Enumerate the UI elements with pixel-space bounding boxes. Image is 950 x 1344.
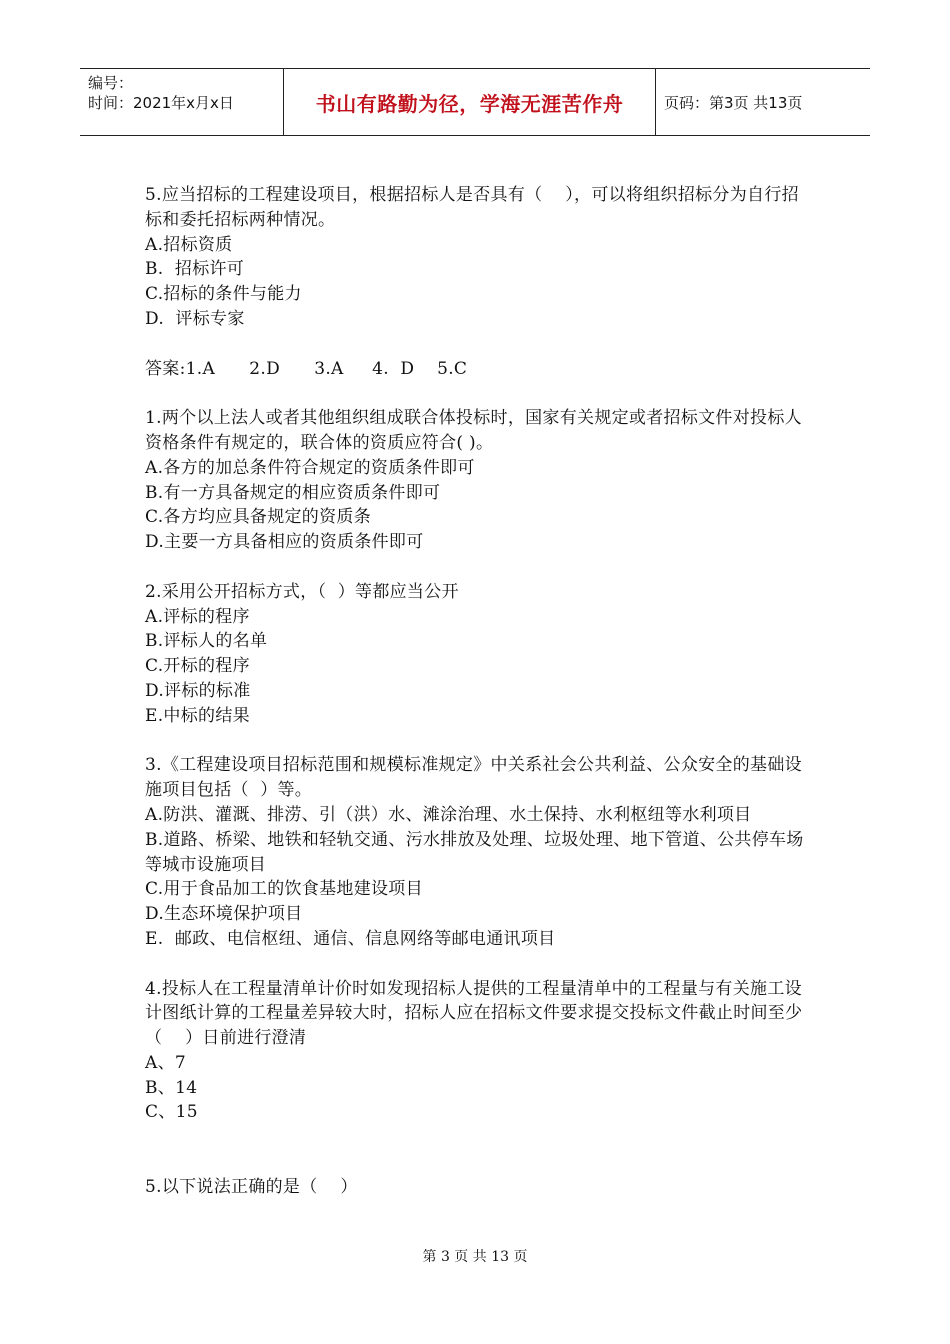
- page-number-label: 页码：第3页 共13页: [664, 93, 803, 112]
- text-line: A.招标资质: [145, 234, 233, 255]
- header-motto-cell: [284, 69, 656, 135]
- paragraph-spacer: [145, 555, 810, 580]
- text-line: 答案:1.A 2.D 3.A 4. D 5.C: [145, 358, 468, 379]
- text-line: 3.《工程建设项目招标范围和规模标准规定》中关系社会公共利益、公众安全的基础设施项目包括（ ）等。: [145, 755, 802, 801]
- text-line: D.评标的标准: [145, 680, 251, 701]
- text-line: A.防洪、灌溉、排涝、引（洪）水、滩涂治理、水土保持、水利枢纽等水利项目: [145, 804, 752, 825]
- paragraph-spacer: [145, 952, 810, 977]
- footer-page-number: 第 3 页 共 13 页: [422, 1249, 528, 1265]
- paragraph-spacer: [145, 729, 810, 754]
- text-line: C、15: [145, 1102, 198, 1123]
- text-line: 1.两个以上法人或者其他组织组成联合体投标时，国家有关规定或者招标文件对投标人资格条件有规定的，联合体的资质应符合( )。: [145, 408, 802, 453]
- text-line: B.评标人的名单: [145, 631, 268, 652]
- text-line: A.评标的程序: [145, 606, 250, 627]
- text-line: 5.以下说法正确的是（ ）: [145, 1176, 358, 1197]
- paragraph-spacer: [145, 381, 810, 406]
- paragraph-spacer: [145, 1125, 810, 1175]
- text-line: B、14: [145, 1077, 198, 1098]
- serial-number-label: 编号：: [88, 74, 134, 92]
- document-body: [145, 183, 810, 1200]
- text-line: D.主要一方具备相应的资质条件即可: [145, 532, 424, 553]
- text-line: A、7: [145, 1052, 186, 1073]
- text-line: A.各方的加总条件符合规定的资质条件即可: [145, 457, 475, 478]
- header-meta-cell: [80, 69, 284, 135]
- page-footer: [0, 1246, 950, 1266]
- text-line: B.有一方具备规定的相应资质条件即可: [145, 482, 441, 503]
- header-table: [80, 68, 870, 136]
- text-line: C.各方均应具备规定的资质条: [145, 507, 372, 528]
- text-line: D.生态环境保护项目: [145, 904, 303, 925]
- text-line: E. 邮政、电信枢纽、通信、信息网络等邮电通讯项目: [145, 928, 556, 949]
- text-line: C.用于食品加工的饮食基地建设项目: [145, 879, 423, 900]
- text-line: 4.投标人在工程量清单计价时如发现招标人提供的工程量清单中的工程量与有关施工设计图纸计算的工程量差异较大时，招标人应在招标文件要求提交投标文件截止时间至少（ ）日前进行澄清: [145, 978, 803, 1049]
- text-line: B. 招标许可: [145, 259, 245, 280]
- text-line: C.开标的程序: [145, 656, 250, 677]
- text-line: C.招标的条件与能力: [145, 284, 302, 305]
- paragraph-spacer: [145, 332, 810, 357]
- text-line: B.道路、桥梁、地铁和轻轨交通、污水排放及处理、垃圾处理、地下管道、公共停车场等城市设施项目: [145, 829, 804, 875]
- text-line: 2.采用公开招标方式，（ ）等都应当公开: [145, 581, 459, 602]
- date-label: 时间：2021年x月x日: [88, 94, 234, 112]
- text-line: E.中标的结果: [145, 705, 250, 726]
- text-line: 5.应当招标的工程建设项目，根据招标人是否具有（ ），可以将组织招标分为自行招标和委托招标两种情况。: [145, 185, 799, 230]
- text-line: D. 评标专家: [145, 308, 245, 329]
- motto-text: 书山有路勤为径，学海无涯苦作舟: [315, 91, 624, 116]
- header-page-cell: [656, 69, 870, 135]
